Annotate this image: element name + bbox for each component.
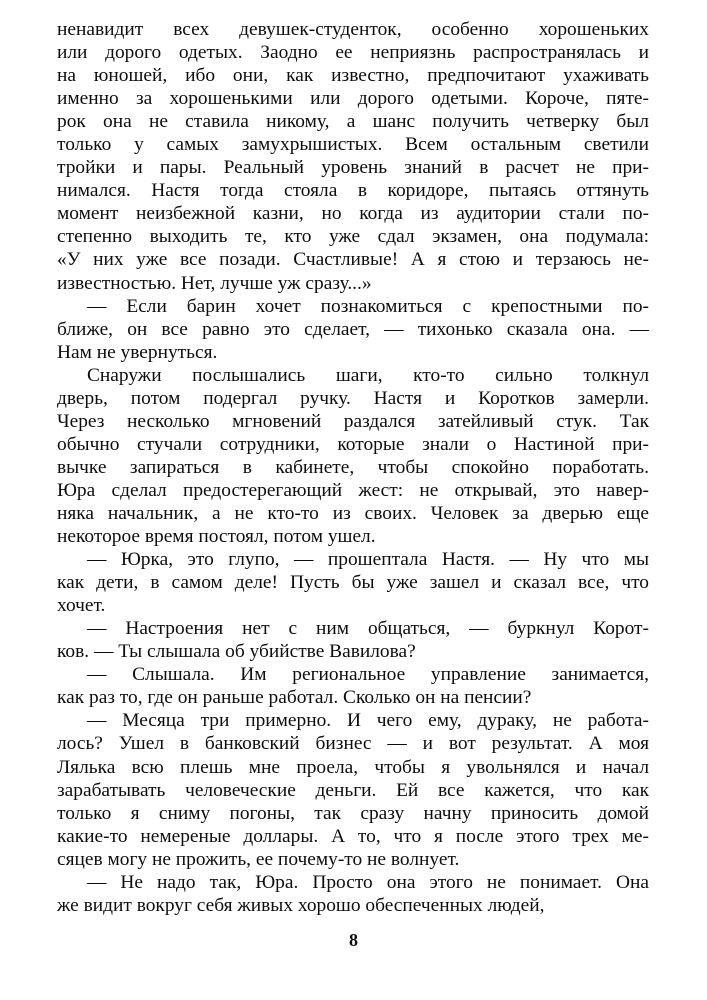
text-line: рок она не ставила никому, а шанс получить четверку был	[57, 111, 649, 133]
text-line: нимался. Настя тогда стояла в коридоре, пытаясь оттянуть	[57, 180, 649, 202]
text-line: лось? Ушел в банковский бизнес — и вот результат. А моя	[57, 733, 649, 755]
text-line: степенно выходить те, кто уже сдал экзамен, она подумала:	[57, 226, 649, 248]
text-line: как дети, в самом деле! Пусть бы уже зашел и сказал все, что	[57, 572, 649, 594]
text-line: — Если барин хочет познакомиться с крепостными по-	[87, 295, 649, 317]
text-line: только у самых замухрышистых. Всем остальным светили	[57, 134, 649, 156]
text-line: обычно стучали сотрудники, которые знали о Настиной при-	[57, 433, 649, 455]
text-line: на юношей, ибо они, как известно, предпочитают ухаживать	[57, 65, 649, 87]
text-line: — Настроения нет с ним общаться, — буркнул Корот-	[87, 618, 649, 640]
text-line: как раз то, где он раньше работал. Сколько он на пенсии?	[57, 687, 532, 709]
text-line: — Не надо так, Юра. Просто она этого не понимает. Она	[87, 871, 649, 893]
text-line: какие-то немереные доллары. А то, что я после этого трех ме-	[57, 825, 649, 847]
text-line: момент неизбежной казни, но когда из аудитории стали по-	[57, 203, 649, 225]
text-line: «У них уже все позади. Счастливые! А я стою и терзаюсь не-	[57, 249, 649, 271]
text-line: — Слышала. Им региональное управление занимается,	[87, 664, 649, 686]
text-line: няка начальник, а не кто-то из своих. Человек за дверью еще	[57, 502, 649, 524]
text-line: известностью. Нет, лучше уж сразу...»	[57, 272, 372, 294]
text-line: ближе, он все равно это сделает, — тихонько сказала она. —	[57, 318, 649, 340]
text-line: Нам не увернуться.	[57, 341, 218, 363]
text-line: — Месяца три примерно. И чего ему, дураку, не работа-	[87, 710, 649, 732]
text-line: только я сниму погоны, так сразу начну приносить домой	[57, 802, 649, 824]
text-line: Снаружи послышались шаги, кто-то сильно толкнул	[87, 364, 649, 386]
text-line: зарабатывать человеческие деньги. Ей все кажется, что как	[57, 779, 649, 801]
page-number: 8	[349, 930, 358, 950]
text-line: ненавидит всех девушек-студенток, особенно хорошеньких	[57, 19, 649, 40]
text-line: тройки и пары. Реальный уровень знаний в расчет не при-	[57, 157, 649, 179]
text-line: ков. — Ты слышала об убийстве Вавилова?	[57, 641, 416, 663]
text-line: сяцев могу не прожить, ее почему-то не волнует.	[57, 848, 460, 870]
body-text-column	[57, 18, 649, 917]
text-line: Юра сделал предостерегающий жест: не открывай, это навер-	[57, 479, 649, 501]
text-line: дверь, потом подергал ручку. Настя и Коротков замерли.	[57, 387, 649, 409]
text-line: или дорого одетых. Заодно ее неприязнь распространялась и	[57, 42, 649, 64]
text-line: же видит вокруг себя живых хорошо обеспеченных людей,	[57, 894, 545, 916]
text-line: вычке запираться в кабинете, чтобы спокойно поработать.	[57, 456, 649, 478]
text-line: именно за хорошенькими или дорого одетыми. Короче, пяте-	[57, 88, 649, 110]
text-line: — Юрка, это глупо, — прошептала Настя. — Ну что мы	[87, 549, 649, 571]
text-line: Через несколько мгновений раздался затейливый стук. Так	[57, 410, 649, 432]
text-line: некоторое время постоял, потом ушел.	[57, 526, 376, 548]
text-line: хочет.	[57, 595, 106, 617]
text-line: Лялька всю плешь мне проела, чтобы я увольнялся и начал	[57, 756, 649, 778]
